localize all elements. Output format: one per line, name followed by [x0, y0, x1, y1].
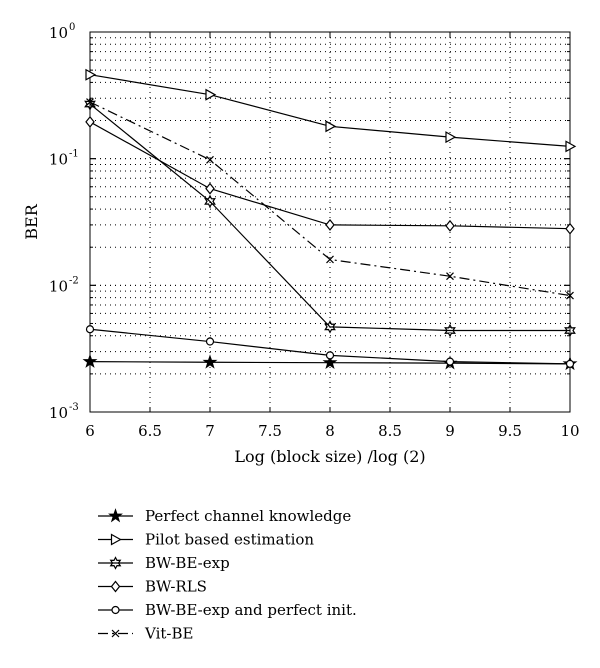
- legend: [98, 507, 357, 643]
- x-tick-label: 7: [205, 422, 215, 440]
- series-bw-rls: [86, 117, 574, 234]
- marker-star: [204, 356, 215, 367]
- marker-circle: [112, 607, 119, 614]
- legend-label: Pilot based estimation: [145, 530, 315, 549]
- y-tick-labels: [49, 22, 79, 422]
- marker-triangle-right: [446, 132, 455, 142]
- y-tick-label: 10: [48, 24, 68, 42]
- x-tick-label: 9: [445, 422, 455, 440]
- x-tick-label: 6.5: [138, 422, 162, 440]
- y-axis-label: BER: [22, 204, 41, 240]
- x-tick-labels: [85, 422, 579, 440]
- legend-entry: [98, 531, 314, 549]
- y-tick-exponent: -2: [69, 275, 79, 287]
- marker-star: [110, 510, 121, 521]
- marker-circle: [567, 360, 574, 367]
- marker-triangle-right: [112, 535, 121, 545]
- y-tick-exponent: -3: [69, 402, 79, 413]
- marker-circle: [327, 352, 334, 359]
- legend-label: Vit-BE: [145, 624, 194, 643]
- legend-entry: [98, 554, 230, 572]
- y-tick-label: 10: [48, 404, 68, 422]
- y-tick-exponent: 0: [69, 22, 76, 33]
- y-tick-label: 10: [48, 150, 68, 169]
- x-tick-label: 7.5: [258, 422, 282, 440]
- legend-label: BW-RLS: [145, 577, 207, 596]
- legend-entry: [98, 507, 351, 525]
- y-tick-exponent: -1: [69, 148, 79, 160]
- legend-label: BW-BE-exp: [145, 554, 230, 572]
- marker-circle: [207, 338, 214, 345]
- marker-diamond: [86, 117, 94, 127]
- series-line: [90, 102, 570, 296]
- x-tick-label: 9.5: [498, 422, 522, 440]
- marker-diamond: [446, 221, 454, 231]
- x-tick-label: 6: [85, 422, 95, 440]
- marker-circle: [87, 326, 94, 333]
- marker-circle: [447, 358, 454, 365]
- x-tick-label: 8.5: [378, 422, 402, 440]
- series-line: [90, 75, 570, 147]
- marker-diamond: [206, 184, 214, 194]
- legend-entry: [98, 578, 207, 596]
- y-tick-label: 10: [48, 277, 68, 296]
- marker-diamond: [326, 220, 334, 230]
- legend-entry: [98, 601, 357, 619]
- legend-label: BW-BE-exp and perfect init.: [145, 601, 357, 619]
- x-axis-label: Log (block size) /log (2): [234, 447, 426, 466]
- legend-entry: [98, 625, 193, 643]
- legend-label: Perfect channel knowledge: [145, 507, 352, 525]
- x-tick-label: 10: [560, 422, 580, 440]
- marker-diamond: [112, 582, 120, 592]
- x-tick-label: 8: [325, 422, 335, 440]
